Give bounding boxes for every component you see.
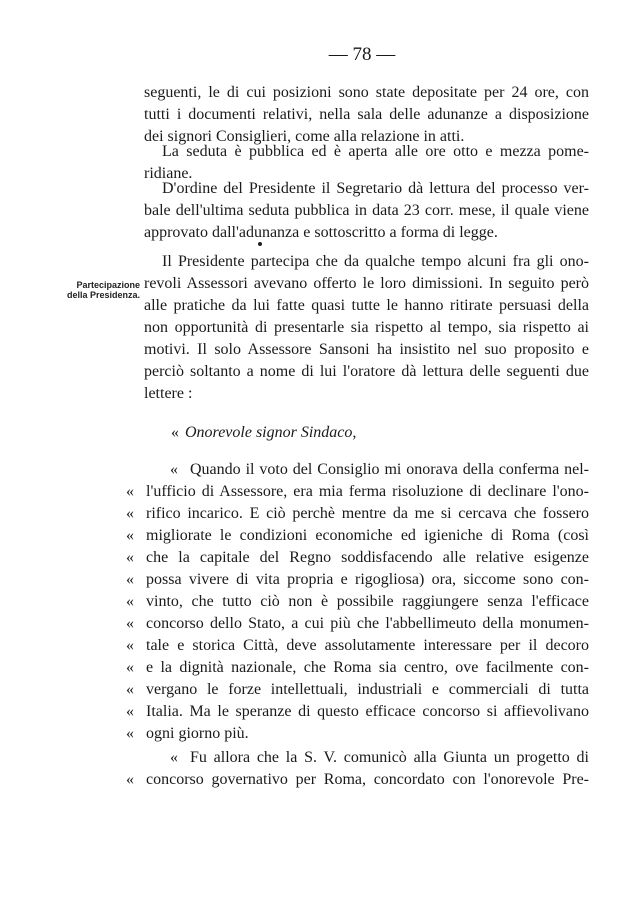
text-line: Quando il voto del Consiglio mi onorava della conferma nel-: [190, 461, 589, 478]
text-line: migliorate le condizioni economiche ed igieniche di Roma (così: [146, 527, 589, 544]
text-line: bale dell'ultima seduta pubblica in data 23 corr. mese, il quale viene: [144, 202, 589, 219]
quoted-line: [126, 769, 589, 791]
quoted-line: [126, 591, 589, 613]
quote-mark: «: [126, 615, 134, 632]
text-line: che la capitale del Regno soddisfacendo alle relative esigenze: [146, 549, 589, 566]
quoted-line: [126, 481, 589, 503]
quoted-line: [126, 503, 589, 525]
text-line: dei signori Consiglieri, come alla relazione in atti.: [144, 128, 465, 145]
quote-mark: «: [126, 483, 134, 500]
ink-dot: [258, 242, 262, 246]
quote-mark: «: [126, 637, 134, 654]
text-line: perciò soltanto a nome di lui l'oratore dà lettura delle seguenti due: [144, 363, 589, 380]
paragraph-presidente: [144, 251, 589, 405]
text-line: concorso dello Stato, a cui più che l'abbellimeuto della monumen-: [146, 615, 589, 632]
quote-mark: «: [126, 703, 134, 720]
text-line: lettere :: [144, 385, 193, 402]
quoted-line: [126, 569, 589, 591]
quoted-line: [126, 657, 589, 679]
text-line: tutti i documenti relativi, nella sala delle adunanze a disposizione: [144, 106, 589, 123]
text-line: D'ordine del Presidente il Segretario dà lettura del processo ver-: [162, 180, 589, 197]
quote-mark: «: [126, 659, 134, 676]
page-number: — 78 —: [328, 44, 396, 65]
quote-mark: «: [126, 681, 134, 698]
text-line: ridiane.: [144, 165, 193, 182]
text-line: l'ufficio di Assessore, era mia ferma risoluzione di declinare l'ono-: [146, 483, 589, 500]
quote-mark: «: [126, 725, 134, 742]
text-line: vergano le forze intellettuali, industriali e commerciali di tutta: [146, 681, 589, 698]
text-line: Il Presidente partecipa che da qualche tempo alcuni fra gli ono-: [162, 253, 589, 270]
quote-mark: «: [126, 549, 134, 566]
quoted-line: [126, 459, 589, 481]
quoted-line: [126, 747, 589, 769]
quote-mark: «: [170, 461, 178, 478]
quoted-line: [126, 525, 589, 547]
quote-mark: «: [126, 593, 134, 610]
quoted-line: [126, 701, 589, 723]
paragraph-processo-verbale: [144, 178, 589, 244]
quote-mark: «: [126, 505, 134, 522]
text-line: alle pratiche da lui fatte quasi tutte le hanno ritirate persuasi della: [144, 297, 589, 314]
margin-note-line: della Presidenza.: [66, 290, 140, 300]
text-line: ogni giorno più.: [146, 725, 249, 742]
text-line: non opportunità di presentarle sia rispetto al tempo, sia rispetto ai: [144, 319, 589, 336]
text-line: possa vivere di vita propria e rigogliosa) ora, siccome sono con-: [146, 571, 589, 588]
quoted-line: [126, 635, 589, 657]
quote-mark: «: [126, 571, 134, 588]
quote-mark: «: [170, 749, 178, 766]
quoted-line: [126, 547, 589, 569]
quoted-line: [126, 723, 589, 745]
quote-mark: «: [126, 771, 134, 788]
salutation-text: Onorevole signor Sindaco,: [185, 424, 357, 441]
letter-salutation: [171, 424, 356, 442]
text-line: vinto, che tutto ciò non è possibile raggiungere senza l'efficace: [146, 593, 589, 610]
text-line: Fu allora che la S. V. comunicò alla Giunta un progetto di: [190, 749, 589, 766]
margin-note-line: Partecipazione: [76, 280, 140, 290]
text-line: tale e storica Città, deve assolutamente interessare per il decoro: [146, 637, 589, 654]
text-line: revoli Assessori avevano offerto le loro dimissioni. In seguito però: [144, 275, 589, 292]
text-line: concorso governativo per Roma, concordato con l'onorevole Pre-: [146, 771, 589, 788]
text-line: approvato dall'adunanza e sottoscritto a forma di legge.: [144, 224, 498, 241]
quoted-line: [126, 613, 589, 635]
text-line: rifico incarico. E ciò perchè mentre da me si cercava che fossero: [146, 505, 589, 522]
paragraph-continuation: [144, 82, 589, 148]
quoted-line: [126, 679, 589, 701]
text-line: e la dignità nazionale, che Roma sia centro, ove facilmente con-: [146, 659, 589, 676]
text-line: La seduta è pubblica ed è aperta alle ore otto e mezza pome-: [162, 143, 589, 160]
text-line: motivi. Il solo Assessore Sansoni ha insistito nel suo proposito e: [144, 341, 589, 358]
margin-note: [50, 280, 140, 300]
text-line: seguenti, le di cui posizioni sono state depositate per 24 ore, con: [144, 84, 589, 101]
quote-mark: «: [126, 527, 134, 544]
letter-paragraph: [126, 459, 589, 745]
letter-paragraph: [126, 747, 589, 791]
text-line: Italia. Ma le speranze di questo efficace concorso si affievolivano: [146, 703, 589, 720]
quote-mark: «: [171, 424, 179, 441]
